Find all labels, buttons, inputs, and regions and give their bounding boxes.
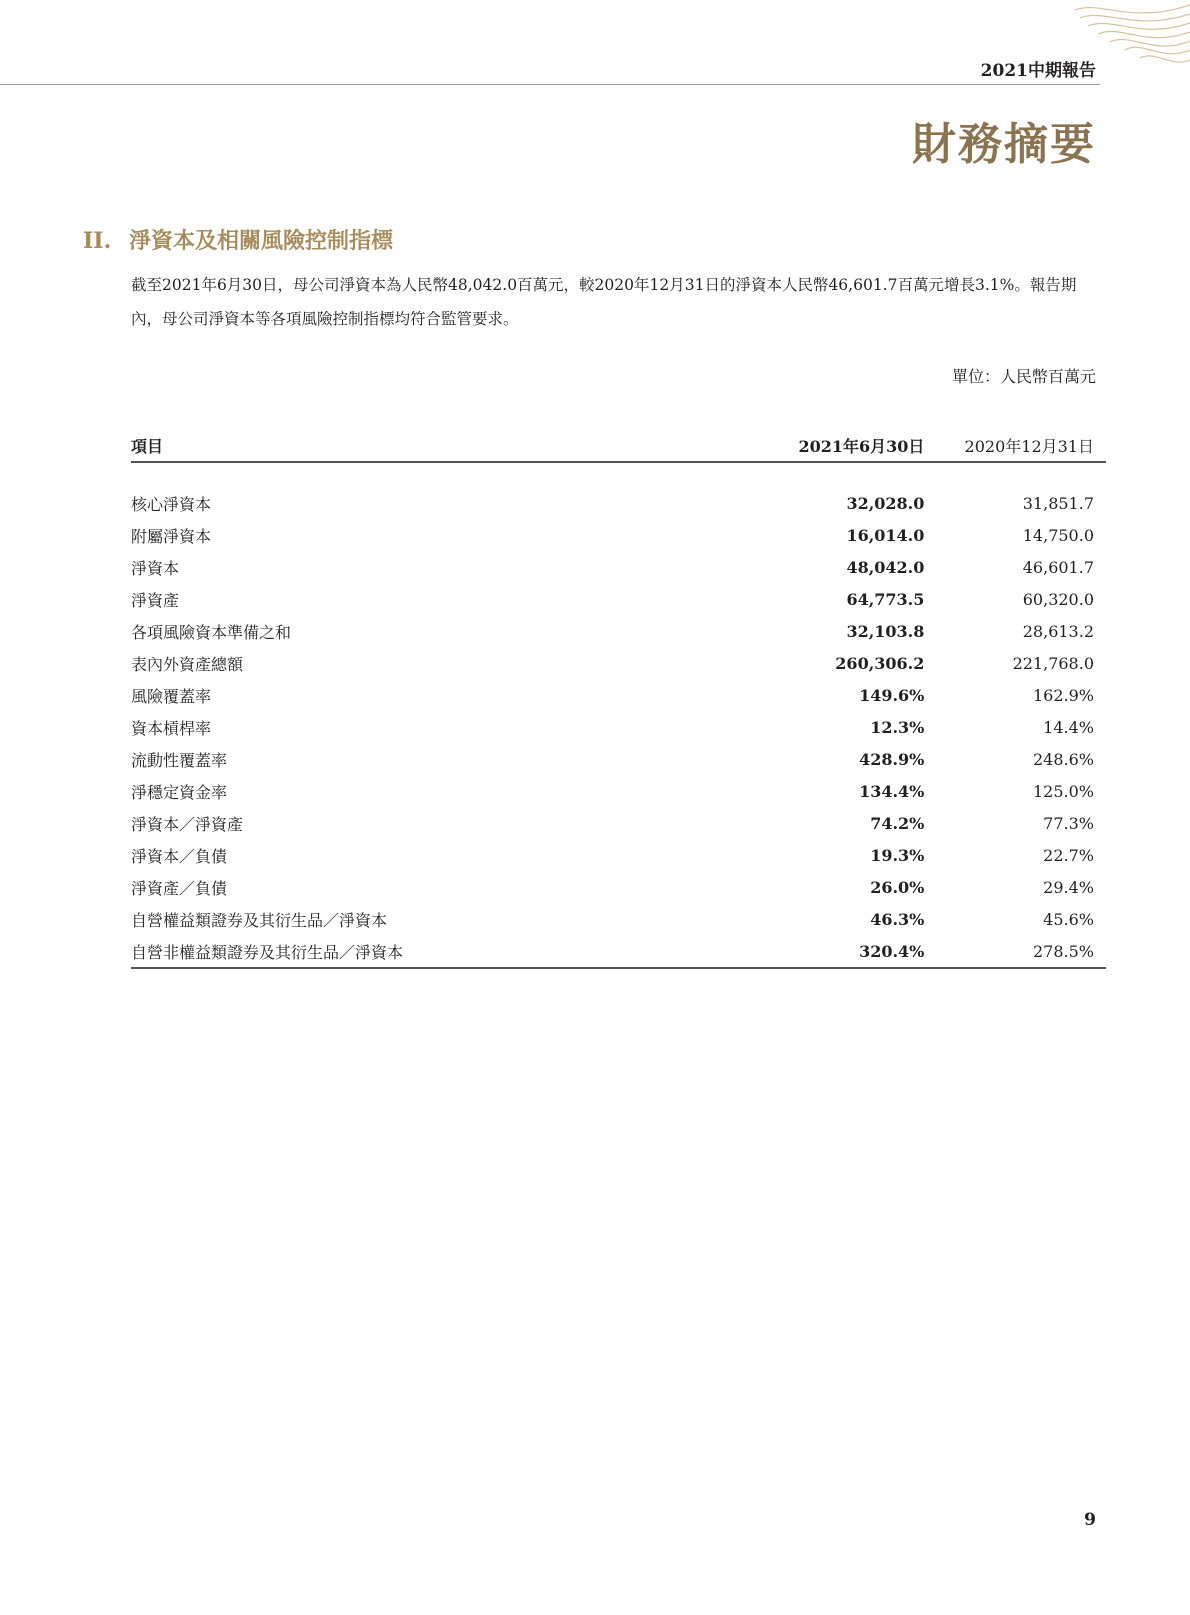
row-value-2021: 46.3% bbox=[870, 909, 925, 929]
section-heading bbox=[83, 224, 393, 255]
row-value-2020: 278.5% bbox=[936, 935, 1106, 968]
page-heading: 財務摘要 bbox=[912, 119, 1096, 170]
header-2020: 2020年12月31日 bbox=[936, 427, 1106, 462]
row-value-2020: 248.6% bbox=[1032, 749, 1094, 769]
unit-note: 單位：人民幣百萬元 bbox=[951, 367, 1096, 386]
row-item-label: 淨資本 bbox=[131, 558, 180, 578]
row-value-2020: 125.0% bbox=[1032, 781, 1094, 801]
header-divider bbox=[0, 84, 1100, 85]
row-value-2021: 16,014.0 bbox=[846, 525, 925, 545]
table-row bbox=[131, 775, 1106, 807]
row-item-label: 淨資本／淨資產 bbox=[131, 814, 244, 834]
row-value-2021: 74.2% bbox=[870, 813, 925, 833]
row-value-2020: 46,601.7 bbox=[1022, 557, 1094, 577]
row-value-2020: 162.9% bbox=[1032, 685, 1094, 705]
row-value-2020: 31,851.7 bbox=[1022, 493, 1094, 513]
row-item-label: 各項風險資本準備之和 bbox=[131, 622, 292, 642]
row-item-label: 附屬淨資本 bbox=[131, 526, 212, 546]
row-value-2020: 14,750.0 bbox=[1022, 525, 1094, 545]
table-row bbox=[131, 679, 1106, 711]
row-value-2021: 12.3% bbox=[870, 717, 925, 737]
table-row bbox=[131, 839, 1106, 871]
row-value-2020: 14.4% bbox=[1043, 717, 1094, 737]
row-value-2021: 134.4% bbox=[859, 781, 925, 801]
row-value-2021: 19.3% bbox=[870, 845, 925, 865]
table-row bbox=[131, 519, 1106, 551]
row-item-label: 淨穩定資金率 bbox=[131, 782, 228, 802]
row-item-label: 表內外資產總額 bbox=[131, 654, 244, 674]
table-row bbox=[131, 615, 1106, 647]
row-item-label: 資本槓桿率 bbox=[131, 718, 212, 738]
row-value-2021: 26.0% bbox=[870, 877, 925, 897]
row-value-2021: 48,042.0 bbox=[846, 557, 925, 577]
row-value-2020: 28,613.2 bbox=[1022, 621, 1094, 641]
section-title: 淨資本及相關風險控制指標 bbox=[129, 228, 394, 254]
row-value-2021: 149.6% bbox=[859, 685, 925, 705]
net-capital-table bbox=[131, 427, 1106, 969]
table-row bbox=[131, 583, 1106, 615]
table-row bbox=[131, 743, 1106, 775]
row-value-2021: 260,306.2 bbox=[835, 653, 925, 673]
header-2021: 2021年6月30日 bbox=[752, 427, 936, 462]
table-row bbox=[131, 647, 1106, 679]
body-paragraph: 截至2021年6月30日，母公司淨資本為人民幣48,042.0百萬元，較2020年12月31日的淨資本人民幣46,601.7百萬元增長3.1%。報告期內，母公司淨資本等各項風險控制指標均符合監管要求。 bbox=[131, 276, 1077, 328]
table-row bbox=[131, 903, 1106, 935]
row-value-2020: 221,768.0 bbox=[1012, 653, 1094, 673]
row-value-2021: 64,773.5 bbox=[846, 589, 925, 609]
table-row bbox=[131, 551, 1106, 583]
table-row bbox=[131, 711, 1106, 743]
row-value-2021: 428.9% bbox=[859, 749, 925, 769]
row-value-2020: 60,320.0 bbox=[1022, 589, 1094, 609]
table-row bbox=[131, 487, 1106, 519]
row-item-label: 淨資產／負債 bbox=[131, 878, 228, 898]
row-item-label: 自營非權益類證券及其衍生品／淨資本 bbox=[131, 935, 752, 968]
table-row bbox=[131, 935, 1106, 968]
row-value-2020: 29.4% bbox=[1043, 877, 1094, 897]
section-number: II. bbox=[83, 228, 112, 254]
row-value-2020: 22.7% bbox=[1043, 845, 1094, 865]
row-item-label: 風險覆蓋率 bbox=[131, 686, 212, 706]
table-header-row bbox=[131, 427, 1106, 462]
header-item: 項目 bbox=[131, 427, 752, 462]
row-item-label: 自營權益類證券及其衍生品／淨資本 bbox=[131, 910, 388, 930]
row-item-label: 流動性覆蓋率 bbox=[131, 750, 228, 770]
row-item-label: 核心淨資本 bbox=[131, 494, 212, 514]
row-value-2020: 77.3% bbox=[1043, 813, 1094, 833]
report-title: 2021中期報告 bbox=[980, 61, 1096, 81]
row-value-2021: 32,103.8 bbox=[846, 621, 925, 641]
table-row bbox=[131, 871, 1106, 903]
row-item-label: 淨資本／負債 bbox=[131, 846, 228, 866]
row-value-2020: 45.6% bbox=[1043, 909, 1094, 929]
row-value-2021: 32,028.0 bbox=[846, 493, 925, 513]
row-item-label: 淨資產 bbox=[131, 590, 180, 610]
table-row bbox=[131, 807, 1106, 839]
row-value-2021: 320.4% bbox=[752, 935, 936, 968]
page-number: 9 bbox=[1084, 1510, 1096, 1530]
